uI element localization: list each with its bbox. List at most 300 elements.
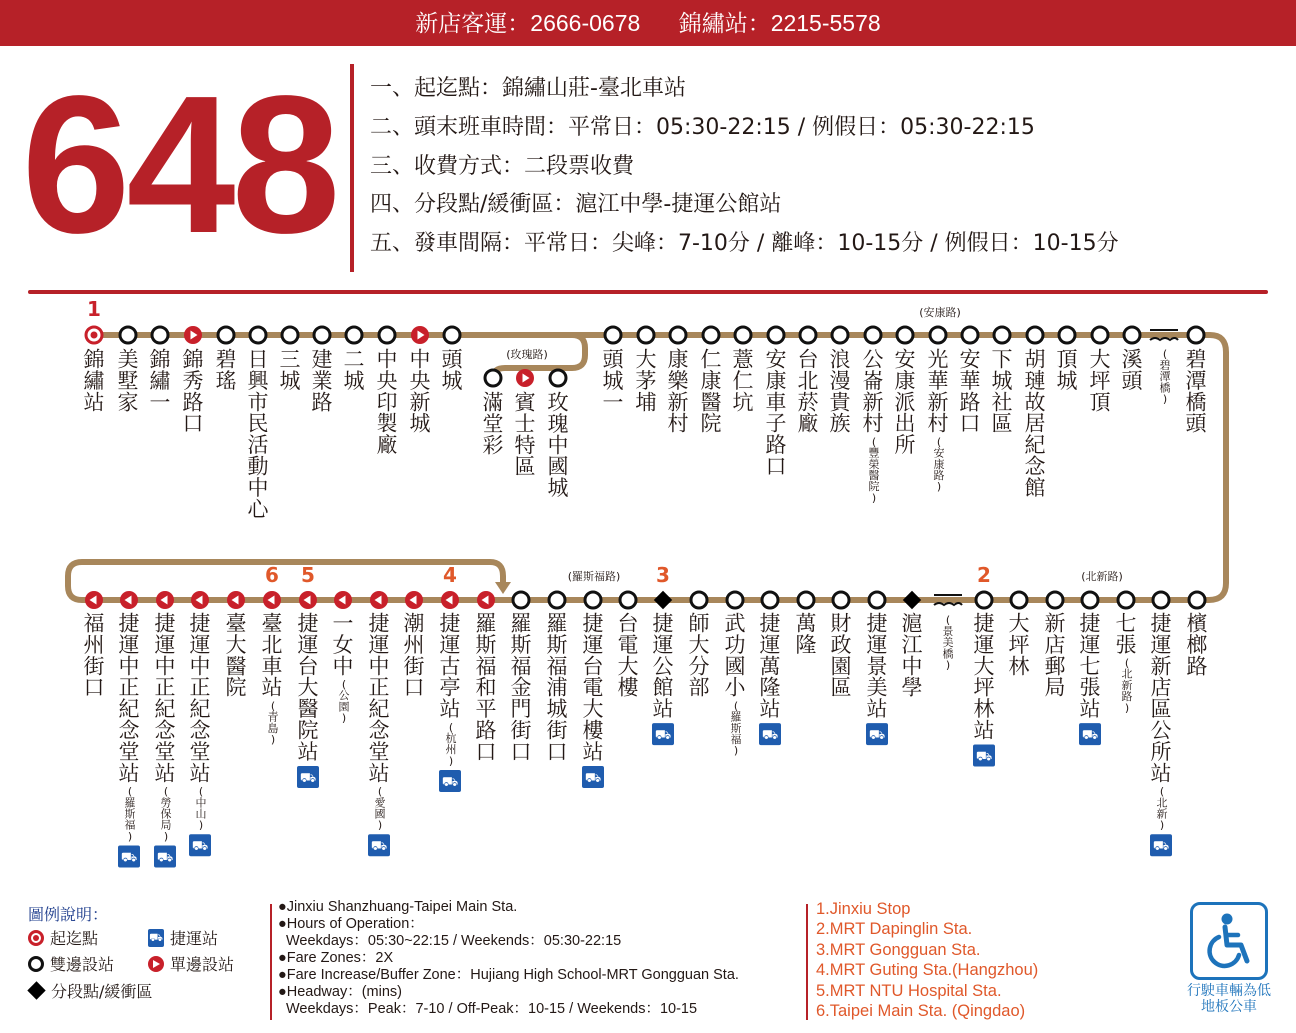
svg-text:北: 北 xyxy=(1121,667,1133,681)
svg-text:堂: 堂 xyxy=(118,740,140,764)
svg-text:車: 車 xyxy=(765,390,787,415)
svg-text:璉: 璉 xyxy=(1024,368,1046,393)
svg-text:局: 局 xyxy=(1044,675,1066,700)
svg-text:萬: 萬 xyxy=(759,654,781,679)
stop-bottom-10-mrt-icon-glyph: ⛟ xyxy=(441,774,459,790)
svg-text:樓: 樓 xyxy=(582,718,604,743)
eng-zone: ●Fare Increase/Buffer Zone：Hujiang High School-MRT Gongguan Sta. xyxy=(278,967,739,983)
svg-text:城: 城 xyxy=(279,368,301,393)
svg-text:一: 一 xyxy=(602,390,624,415)
stop-loop-2-marker xyxy=(550,370,566,386)
svg-text:口: 口 xyxy=(765,454,787,479)
stop-bottom-16-num: 3 xyxy=(656,563,670,587)
stop-bottom-24-marker xyxy=(976,592,992,608)
stop-top-22-label xyxy=(928,347,949,435)
svg-text:羅: 羅 xyxy=(124,796,136,810)
bridge-bottom-icon-waves xyxy=(934,603,962,605)
svg-text:林: 林 xyxy=(1008,654,1030,679)
svg-text:福: 福 xyxy=(546,654,568,679)
stop-bottom-3-label xyxy=(190,611,212,785)
svg-text:運: 運 xyxy=(1150,632,1172,657)
svg-text:公: 公 xyxy=(1150,718,1172,743)
svg-text:堂: 堂 xyxy=(189,740,211,764)
svg-text:碧: 碧 xyxy=(215,347,237,372)
stop-bottom-14-mrt-icon-glyph: ⛟ xyxy=(584,770,602,786)
single-side-stop-icon xyxy=(148,956,164,972)
stop-bottom-14-label xyxy=(583,611,605,764)
svg-text:頭: 頭 xyxy=(1185,411,1207,436)
stop-bottom-5-sub xyxy=(268,699,279,746)
accessibility-text: 行駛車輛為低地板公車 xyxy=(1187,983,1271,1015)
stop-bottom-13-label xyxy=(547,611,568,764)
svg-text:區: 區 xyxy=(514,454,536,479)
svg-text:大: 大 xyxy=(635,347,657,372)
svg-text:醫: 醫 xyxy=(868,469,880,483)
svg-text:街: 街 xyxy=(546,718,568,743)
stop-bottom-6-num: 5 xyxy=(301,563,315,587)
svg-text:動: 動 xyxy=(247,454,269,479)
svg-text:安: 安 xyxy=(959,347,981,372)
stop-top-4-marker xyxy=(218,327,234,343)
key-stop-2: 2.MRT Dapinglin Sta. xyxy=(816,920,973,939)
stop-bottom-3-mrt-icon-glyph: ⛟ xyxy=(191,839,209,855)
mrt-icon: ⛟ xyxy=(148,929,164,947)
svg-text:建: 建 xyxy=(311,347,333,372)
stop-top-12-label xyxy=(603,347,625,414)
svg-text:小: 小 xyxy=(724,675,746,700)
stop-bottom-29-mrt-icon-glyph: ⛟ xyxy=(1152,839,1170,855)
svg-text:埔: 埔 xyxy=(635,390,657,415)
stop-top-10-label xyxy=(410,347,431,435)
stop-top-29-marker xyxy=(1188,327,1204,343)
svg-text:站: 站 xyxy=(1079,697,1101,722)
stop-bottom-15-label xyxy=(618,611,640,699)
svg-text:錦: 錦 xyxy=(83,347,105,372)
svg-text:路: 路 xyxy=(765,433,787,458)
svg-text:念: 念 xyxy=(154,718,176,743)
svg-text:所: 所 xyxy=(894,433,916,458)
svg-text:彩: 彩 xyxy=(482,433,504,458)
svg-text:村: 村 xyxy=(927,411,949,436)
svg-text:): ) xyxy=(270,733,276,747)
svg-text:愛: 愛 xyxy=(374,796,386,810)
start-stop-icon xyxy=(28,930,44,946)
svg-text:城: 城 xyxy=(441,368,463,393)
svg-text:路: 路 xyxy=(182,390,204,415)
svg-text:福: 福 xyxy=(510,654,532,679)
svg-text:斯: 斯 xyxy=(475,632,497,657)
info-zone: 四、分段點/緩衝區：滬江中學-捷運公館站 xyxy=(370,192,782,218)
svg-text:橋: 橋 xyxy=(1159,381,1171,395)
svg-text:福: 福 xyxy=(475,654,497,679)
svg-text:運: 運 xyxy=(652,632,674,657)
svg-text:製: 製 xyxy=(376,411,398,436)
svg-text:武: 武 xyxy=(724,611,746,636)
svg-text:華: 華 xyxy=(959,368,981,393)
svg-text:運: 運 xyxy=(118,632,140,657)
stop-bottom-18-marker xyxy=(727,592,743,608)
stop-top-16-label xyxy=(733,347,754,414)
svg-text:日: 日 xyxy=(247,347,269,372)
svg-text:族: 族 xyxy=(829,411,851,436)
stop-bottom-21-label xyxy=(831,611,852,699)
svg-text:運: 運 xyxy=(866,632,888,657)
svg-text:菸: 菸 xyxy=(797,390,819,415)
svg-text:北: 北 xyxy=(1156,796,1168,810)
stop-bottom-16-label xyxy=(653,611,674,721)
svg-text:園: 園 xyxy=(338,700,350,714)
route-arrow-icon xyxy=(495,582,511,594)
svg-text:大: 大 xyxy=(688,632,710,657)
svg-text:碧: 碧 xyxy=(1159,358,1171,372)
stop-bottom-10-label xyxy=(440,611,461,721)
svg-text:安: 安 xyxy=(765,347,787,372)
svg-text:萬: 萬 xyxy=(795,611,817,636)
stop-bottom-2-mrt-icon-glyph: ⛟ xyxy=(156,850,174,866)
svg-text:堂: 堂 xyxy=(154,740,176,764)
svg-text:醫: 醫 xyxy=(225,654,247,679)
svg-text:中: 中 xyxy=(547,433,569,458)
svg-text:運: 運 xyxy=(154,632,176,657)
svg-text:錦: 錦 xyxy=(182,347,204,372)
svg-text:隆: 隆 xyxy=(795,632,817,657)
svg-text:士: 士 xyxy=(514,411,536,436)
svg-text:): ) xyxy=(163,829,169,843)
svg-text:站: 站 xyxy=(83,390,105,415)
stop-bottom-30-label xyxy=(1187,611,1210,678)
key-stop-4: 4.MRT Guting Sta.(Hangzhou) xyxy=(816,961,1039,980)
stop-top-18-label xyxy=(798,347,819,435)
stop-top-20-marker xyxy=(865,327,881,343)
svg-text:城: 城 xyxy=(409,411,431,436)
svg-text:坪: 坪 xyxy=(1089,368,1111,393)
svg-text:公: 公 xyxy=(862,347,884,372)
svg-text:堂: 堂 xyxy=(368,740,390,764)
svg-text:美: 美 xyxy=(117,347,139,372)
stop-bottom-29-sub xyxy=(1157,785,1168,832)
svg-text:村: 村 xyxy=(862,411,884,436)
svg-text:站: 站 xyxy=(1150,761,1172,786)
stop-bottom-22-marker xyxy=(869,592,885,608)
svg-text:院: 院 xyxy=(225,675,247,700)
roosevelt-road-label: (羅斯福路) xyxy=(567,570,621,583)
svg-text:口: 口 xyxy=(510,740,532,764)
svg-text:運: 運 xyxy=(582,632,604,657)
svg-text:路: 路 xyxy=(1186,654,1208,679)
stop-bottom-19-mrt-icon-glyph: ⛟ xyxy=(761,728,779,744)
stop-bottom-27-mrt-icon-glyph: ⛟ xyxy=(1081,728,1099,744)
svg-text:浦: 浦 xyxy=(546,675,568,700)
svg-text:新: 新 xyxy=(667,390,689,415)
svg-text:醫: 醫 xyxy=(297,697,319,722)
stop-bottom-26-marker xyxy=(1047,592,1063,608)
stop-bottom-1-sub xyxy=(125,785,136,843)
svg-text:活: 活 xyxy=(247,433,269,458)
svg-text:台: 台 xyxy=(582,654,604,679)
svg-text:州: 州 xyxy=(445,743,457,757)
svg-text:正: 正 xyxy=(189,675,211,700)
stop-top-24-marker xyxy=(994,327,1010,343)
stop-bottom-18-sub xyxy=(731,699,742,757)
svg-text:青: 青 xyxy=(267,710,279,724)
svg-text:景: 景 xyxy=(942,624,954,638)
svg-text:店: 店 xyxy=(1150,675,1172,700)
svg-text:): ) xyxy=(377,818,383,832)
stop-top-0-num: 1 xyxy=(87,297,101,321)
stop-bottom-24-label xyxy=(974,611,995,742)
stop-top-20-sub xyxy=(869,435,880,504)
svg-text:新: 新 xyxy=(409,390,431,415)
svg-text:捷: 捷 xyxy=(297,611,319,636)
stop-bottom-18-label xyxy=(725,611,747,699)
stop-bottom-22-mrt-icon-glyph: ⛟ xyxy=(868,728,886,744)
svg-text:院: 院 xyxy=(297,718,319,743)
svg-text:大: 大 xyxy=(1008,611,1030,636)
svg-text:繡: 繡 xyxy=(149,368,171,393)
stop-bottom-12-marker xyxy=(513,592,529,608)
stop-bottom-28-sub xyxy=(1122,657,1133,715)
legend-single xyxy=(148,952,234,975)
svg-text:(: ( xyxy=(270,699,276,713)
svg-text:店: 店 xyxy=(1044,632,1066,657)
svg-text:): ) xyxy=(198,818,204,832)
svg-text:站: 站 xyxy=(118,761,140,786)
svg-text:檳: 檳 xyxy=(1186,611,1208,636)
svg-text:紀: 紀 xyxy=(189,697,211,722)
bridge-top-label xyxy=(1160,348,1171,406)
svg-text:站: 站 xyxy=(439,697,461,722)
svg-text:捷: 捷 xyxy=(582,611,604,636)
info-endpoints: 一、起迄點：錦繡山莊-臺北車站 xyxy=(370,76,686,101)
svg-text:(: ( xyxy=(1159,785,1165,799)
svg-text:(: ( xyxy=(448,720,454,734)
info-headway: 五、發車間隔：平常日：尖峰：7-10分 / 離峰：10-15分 / 例假日：10-15分 xyxy=(370,231,1119,257)
svg-text:分: 分 xyxy=(688,654,710,679)
svg-text:新: 新 xyxy=(1150,654,1172,679)
stop-top-28-label xyxy=(1122,347,1144,392)
svg-text:): ) xyxy=(1124,701,1130,715)
svg-text:頂: 頂 xyxy=(1056,347,1078,372)
anle-road-label: (安康路) xyxy=(919,306,961,319)
svg-text:貴: 貴 xyxy=(829,390,851,415)
route-number: 648 xyxy=(21,55,337,274)
svg-text:站: 站 xyxy=(866,697,888,722)
svg-text:杭: 杭 xyxy=(445,732,457,745)
svg-text:站: 站 xyxy=(261,675,283,700)
svg-text:捷: 捷 xyxy=(439,611,461,636)
svg-text:中: 中 xyxy=(901,654,923,679)
svg-text:心: 心 xyxy=(247,497,269,522)
svg-text:區: 區 xyxy=(1150,697,1172,722)
svg-text:口: 口 xyxy=(403,675,425,700)
svg-text:浪: 浪 xyxy=(829,347,851,372)
svg-text:康: 康 xyxy=(700,368,722,393)
svg-text:站: 站 xyxy=(652,697,674,722)
svg-text:美: 美 xyxy=(866,675,888,700)
legend-mrt xyxy=(148,926,218,949)
svg-text:錦: 錦 xyxy=(149,347,171,372)
svg-text:子: 子 xyxy=(765,411,787,436)
svg-text:羅: 羅 xyxy=(730,710,742,724)
stop-bottom-14-marker xyxy=(585,592,601,608)
legend-zone xyxy=(28,979,152,1002)
svg-text:大: 大 xyxy=(582,697,604,722)
stop-top-23-label xyxy=(960,347,981,435)
stop-bottom-1-label xyxy=(119,611,141,785)
svg-text:正: 正 xyxy=(368,675,390,700)
svg-text:念: 念 xyxy=(118,718,140,743)
stop-bottom-29-marker xyxy=(1153,592,1169,608)
svg-text:羅: 羅 xyxy=(546,611,568,636)
stop-bottom-22-label xyxy=(867,611,888,721)
svg-text:墅: 墅 xyxy=(117,368,139,393)
stop-bottom-28-label xyxy=(1116,611,1137,656)
svg-text:秀: 秀 xyxy=(182,368,204,393)
svg-text:光: 光 xyxy=(927,347,949,372)
legend-both xyxy=(28,952,114,975)
svg-text:茅: 茅 xyxy=(635,368,657,393)
svg-text:街: 街 xyxy=(510,718,532,743)
stop-bottom-20-marker xyxy=(798,592,814,608)
svg-text:站: 站 xyxy=(189,761,211,786)
svg-text:頭: 頭 xyxy=(1121,368,1143,393)
svg-text:橋: 橋 xyxy=(1185,390,1207,415)
stop-top-13-marker xyxy=(638,327,654,343)
svg-text:仁: 仁 xyxy=(732,368,754,393)
stop-bottom-7-sub xyxy=(339,678,350,725)
svg-text:念: 念 xyxy=(1024,454,1046,479)
svg-text:華: 華 xyxy=(927,368,949,393)
stop-bottom-4-label xyxy=(226,611,247,699)
svg-text:大: 大 xyxy=(297,675,319,700)
svg-text:七: 七 xyxy=(1079,654,1101,679)
svg-text:城: 城 xyxy=(602,368,624,393)
svg-text:站: 站 xyxy=(582,740,604,764)
svg-text:正: 正 xyxy=(118,675,140,700)
svg-text:保: 保 xyxy=(160,807,172,821)
svg-text:女: 女 xyxy=(332,632,354,657)
key-stop-1: 1.Jinxiu Stop xyxy=(816,900,911,918)
svg-text:城: 城 xyxy=(1056,368,1078,393)
svg-text:溪: 溪 xyxy=(1121,347,1143,372)
svg-text:瑤: 瑤 xyxy=(215,368,237,393)
loop-road-label: (玫瑰路) xyxy=(506,348,548,361)
svg-text:賓: 賓 xyxy=(514,390,536,415)
svg-text:): ) xyxy=(1159,818,1165,832)
stop-top-3-label xyxy=(183,347,204,435)
svg-text:中: 中 xyxy=(195,796,207,810)
svg-text:榮: 榮 xyxy=(868,457,880,471)
key-stop-5: 5.MRT NTU Hospital Sta. xyxy=(816,981,1002,1000)
bridge-top-icon-waves xyxy=(1150,338,1178,340)
svg-text:口: 口 xyxy=(83,675,105,700)
svg-text:公: 公 xyxy=(652,654,674,679)
stop-bottom-11-label xyxy=(476,611,497,764)
svg-text:豐: 豐 xyxy=(868,446,880,460)
svg-text:新: 新 xyxy=(927,390,949,415)
svg-text:捷: 捷 xyxy=(154,611,176,636)
svg-text:居: 居 xyxy=(1024,411,1046,436)
stop-top-5-label xyxy=(248,347,270,521)
svg-text:路: 路 xyxy=(1121,690,1133,704)
svg-text:福: 福 xyxy=(124,818,136,832)
svg-text:運: 運 xyxy=(1079,632,1101,657)
stop-bottom-26-label xyxy=(1045,611,1066,699)
svg-text:運: 運 xyxy=(759,632,781,657)
svg-text:): ) xyxy=(871,491,877,505)
stop-top-11-marker xyxy=(444,327,460,343)
svg-text:美: 美 xyxy=(942,636,954,650)
svg-text:臺: 臺 xyxy=(225,611,247,636)
key-stop-6: 6.Taipei Main Sta. (Qingdao) xyxy=(816,1002,1026,1021)
svg-text:坪: 坪 xyxy=(1008,632,1030,657)
stop-loop-0-marker xyxy=(485,370,501,386)
stop-top-2-marker xyxy=(152,327,168,343)
svg-text:景: 景 xyxy=(866,654,888,679)
stop-bottom-5-num: 6 xyxy=(265,563,279,587)
stop-top-14-marker xyxy=(670,327,686,343)
svg-text:康: 康 xyxy=(933,457,945,471)
svg-text:念: 念 xyxy=(368,718,390,743)
svg-text:臺: 臺 xyxy=(261,611,283,636)
info-fare: 三、收費方式：二段票收費 xyxy=(370,153,635,179)
svg-text:斯: 斯 xyxy=(546,632,568,657)
svg-text:頂: 頂 xyxy=(1089,390,1111,415)
stop-top-27-label xyxy=(1090,347,1111,414)
svg-text:運: 運 xyxy=(368,632,390,657)
svg-text:二: 二 xyxy=(343,347,365,372)
svg-text:崙: 崙 xyxy=(862,368,884,393)
svg-text:車: 車 xyxy=(261,654,283,679)
svg-text:北: 北 xyxy=(261,632,283,657)
stop-bottom-19-marker xyxy=(762,592,778,608)
svg-text:滬: 滬 xyxy=(901,611,923,636)
svg-text:林: 林 xyxy=(973,697,995,722)
bridge-bottom-label xyxy=(943,614,954,672)
stop-bottom-29-label xyxy=(1151,611,1172,785)
svg-text:運: 運 xyxy=(189,632,211,657)
footer-divider-1 xyxy=(270,904,272,1020)
svg-text:州: 州 xyxy=(403,632,425,657)
stop-top-19-label xyxy=(830,347,853,435)
stop-top-12-marker xyxy=(605,327,621,343)
svg-text:漫: 漫 xyxy=(829,368,851,393)
svg-text:捷: 捷 xyxy=(652,611,674,636)
accessibility-badge xyxy=(1184,902,1274,1015)
legend-zone-label: 分段點/緩衝區 xyxy=(51,982,153,1001)
svg-text:一: 一 xyxy=(149,390,171,415)
svg-text:家: 家 xyxy=(117,390,139,415)
svg-text:潮: 潮 xyxy=(403,611,425,636)
svg-text:大: 大 xyxy=(973,654,995,679)
wheelchair-icon xyxy=(1190,902,1268,980)
svg-text:郵: 郵 xyxy=(1044,654,1066,679)
stop-bottom-21-marker xyxy=(833,592,849,608)
svg-text:): ) xyxy=(733,744,739,758)
stop-top-26-marker xyxy=(1059,327,1075,343)
legend-title: 圖例說明： xyxy=(28,905,109,924)
svg-text:中: 中 xyxy=(154,654,176,679)
stop-top-7-label xyxy=(312,347,333,414)
stop-bottom-13-marker xyxy=(549,592,565,608)
svg-text:中: 中 xyxy=(189,654,211,679)
svg-text:印: 印 xyxy=(376,390,398,415)
svg-text:亭: 亭 xyxy=(439,675,461,700)
svg-text:院: 院 xyxy=(868,480,880,494)
svg-text:台: 台 xyxy=(617,611,639,636)
svg-text:站: 站 xyxy=(368,761,390,786)
svg-text:業: 業 xyxy=(311,368,333,393)
